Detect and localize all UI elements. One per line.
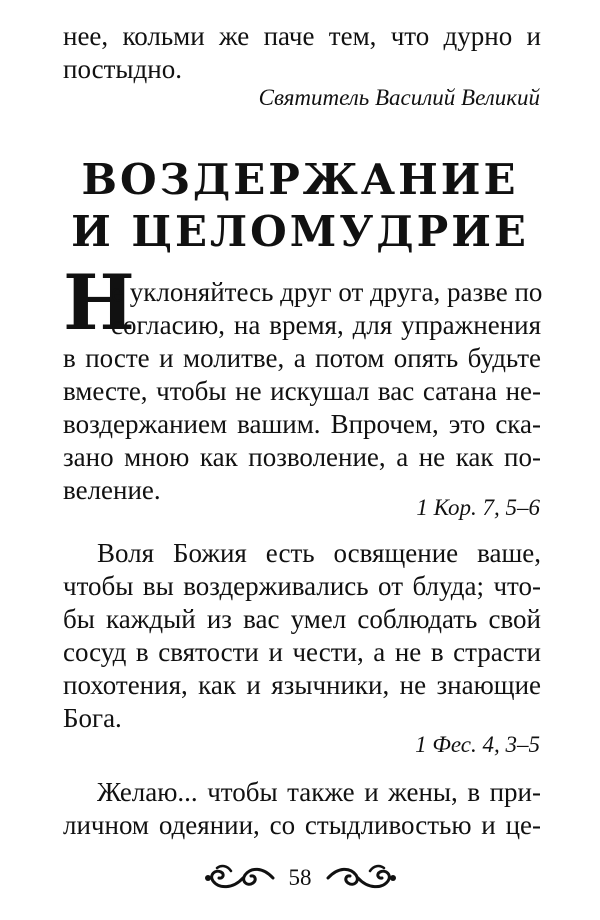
drop-cap: Н [63, 258, 135, 347]
scripture-reference: 1 Кор. 7, 5–6 [416, 495, 540, 520]
text-line: воздержанием вашим. Впрочем, это ска- [63, 409, 541, 439]
text-line: личном одеянии, со стыдливостью и це- [63, 810, 541, 840]
text-line: чтобы вы воздерживались от блуда; что- [63, 571, 541, 601]
text-line: Воля Божия есть освящение ваше, [97, 538, 541, 568]
text-line: бы каждый из вас умел соблюдать свой [63, 604, 541, 634]
text-line: Желаю... чтобы также и жены, в при- [97, 777, 541, 807]
right-flourish-icon [326, 863, 398, 893]
text-line: Бога. [63, 703, 122, 733]
page-number: 58 [288, 865, 312, 890]
text-line: согласию, на время, для упражнения [111, 310, 541, 340]
section-heading-line-2: И ЦЕЛОМУДРИЕ [71, 207, 529, 256]
left-flourish-icon [203, 863, 275, 893]
text-line: постыдно. [63, 54, 182, 84]
text-line: веление. [63, 475, 161, 505]
page-footer [0, 858, 600, 898]
scripture-reference: 1 Фес. 4, 3–5 [415, 732, 540, 757]
text-line: нее, кольми же паче тем, что дурно и [63, 21, 541, 51]
text-line: е уклоняйтесь друг от друга, разве по [111, 277, 543, 307]
author-attribution: Святитель Василий Великий [258, 85, 540, 110]
text-line: в посте и молитве, а потом опять будьте [63, 343, 541, 373]
text-line: сосуд в святости и чести, а не в страсти [63, 637, 541, 667]
text-line: зано мною как позволение, а не как по- [63, 442, 541, 472]
section-heading-line-1: ВОЗДЕРЖАНИЕ [81, 155, 519, 204]
text-line: вместе, чтобы не искушал вас сатана не- [63, 376, 541, 406]
text-line: похотения, как и язычники, не знающие [63, 670, 541, 700]
